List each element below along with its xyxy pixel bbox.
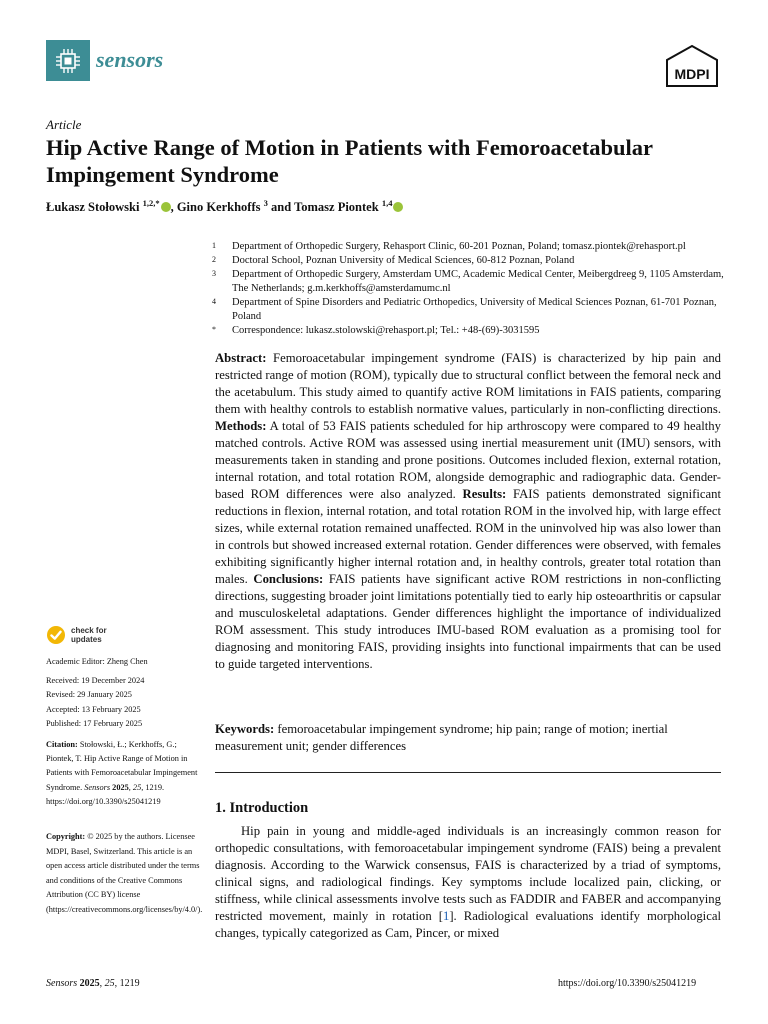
keywords [215,721,721,755]
affiliation [212,296,732,324]
publisher-logo[interactable] [664,44,720,90]
accepted-date: Accepted: 13 February 2025 [46,705,141,714]
abstract-results: FAIS patients demonstrated significant reductions in flexion, internal rotation, and total rotation ROM in the involved hip, with large effect sizes, while external rotation remained unaffected. ROM in the uninvolved hip was also lower than in controls but showed increased external rotation. Gender differences were observed, with females exhibiting significantly higher internal rotation and, in healthy controls, greater total rotation than males. [215,487,722,586]
keywords-text: femoroacetabular impingement syndrome; hip pain; range of motion; inertial measurement unit; gender differences [215,722,668,753]
published-date: Published: 17 February 2025 [46,719,143,728]
copyright-block [46,830,206,917]
journal-name[interactable]: sensors [96,47,164,72]
affiliation [212,268,732,296]
citation-pages: , 1219. [141,782,165,792]
citation-volume: 25 [132,782,142,792]
affiliation-number: 3 [212,269,216,278]
affiliation-text: Department of Orthopedic Surgery, Amsterdam UMC, Academic Medical Center, Meibergdreeg 9, 1105 Amsterdam, The Netherlands; g.m.kerkhoffs@amsterdamumc.nl [232,269,724,294]
citation-label: Citation: [46,740,78,749]
affiliation-text: Department of Orthopedic Surgery, Rehasport Clinic, 60-201 Poznan, Poland; tomasz.piontek@rehasport.pl [232,241,686,252]
abstract-methods: A total of 53 FAIS patients scheduled for hip arthroscopy were compared to 49 healthy matched controls. Active ROM was assessed using inertial measurement unit (IMU) sensors, with measurements taken in standing and prone positions. Outcomes included flexion, external rotation, internal rotation, and total rotation ROM, alongside demographic and radiographic data. Gender-based ROM differences were also analyzed. [215,419,721,501]
affiliations [212,240,732,338]
check-for-updates-label: check for updates [71,626,107,644]
copyright-text: © 2025 by the authors. Licensee MDPI, Basel, Switzerland. This article is an open access article distributed under the terms and conditions of the Creative Commons Attribution (CC BY) license (https://creativecommons.org/licenses/by/4.0/). [46,832,203,914]
author-separator: , [170,200,177,215]
abstract-intro: Femoroacetabular impingement syndrome (FAIS) is characterized by hip pain and restricted range of motion (ROM), typically due to structural conflict between the femoral neck and the acetabulum. This study aimed to quantify active ROM limitations in FAIS patients, comparing them with healthy controls to establish normative values, particularly in non-conflicting directions. [215,351,722,416]
publisher-name: MDPI [674,66,710,82]
revised-date: Revised: 29 January 2025 [46,690,132,699]
copyright-label: Copyright: [46,832,86,841]
footer-journal: Sensors [46,978,78,989]
affiliation-number: 2 [212,255,216,264]
section-divider [215,772,721,773]
check-for-updates-icon [46,625,66,645]
affiliation-text: Doctoral School, Poznan University of Medical Sciences, 60-812 Poznan, Poland [232,255,575,266]
citation-text: Stołowski, Ł.; Kerkhoffs, G.; Piontek, T. Hip Active Range of Motion in Patients with Femoroacetabular Impingement Syndrome. [46,740,198,792]
received-date: Received: 19 December 2024 [46,676,145,685]
reference-link[interactable]: 1 [442,909,450,923]
author-list [46,198,403,215]
affiliation-text: Correspondence: lukasz.stolowski@rehasport.pl; Tel.: +48-(69)-3031595 [232,325,540,336]
footer-pages: , 1219 [114,978,140,989]
abstract [215,350,721,673]
affiliation-number: * [212,325,216,334]
intro-text: Hip pain in young and middle-aged individuals is an increasingly common reason for orthopedic consultations, with femoroacetabular impingement syndrome (FAIS) being a prevalent diagnosis. According to the Warwick consensus, FAIS is characterized by a triad of symptoms, clinical signs, and radiological findings. Key symptoms include localized pain, clicking, or stiffness, while clinical assessments involve tests such as FADDIR and FABER and accompanying restricted movement, mainly in rotation [ [215,824,721,923]
results-label: Results: [462,487,507,501]
footer-doi-link[interactable]: https://doi.org/10.3390/s25041219 [558,978,697,989]
orcid-icon[interactable] [161,202,171,212]
author-name[interactable]: Gino Kerkhoffs [176,200,261,215]
author-affiliation-sup: 1,4 [381,198,393,208]
affiliation-number: 1 [212,241,216,250]
article-type: Article [46,117,82,132]
footer-volume: 25 [104,978,115,989]
intro-paragraph [215,823,721,942]
methods-label: Methods: [215,419,267,433]
footer-citation: Sensors 2025, 25, 1219 [46,978,140,989]
affiliation [212,240,732,254]
affiliation [212,254,732,268]
author-affiliation-sup: 3 [263,198,268,208]
author-name[interactable]: Tomasz Piontek [294,200,379,215]
author-affiliation-sup: 1,2,* [142,198,160,208]
author-separator: and [267,200,295,215]
citation-block: Citation: Stołowski, Ł.; Kerkhoffs, G.; Piontek, T. Hip Active Range of Motion in Patients with Femoroacetabular Impingement Syndrome. Sensors 2025, 25, 1219. https://doi.org/10.3390/s25041219 [46,740,198,806]
keywords-label: Keywords: [215,722,275,736]
abstract-label: Abstract: [215,351,267,365]
abstract-conclusions: FAIS patients have significant active ROM restrictions in non-conflicting directions, suggesting broader joint limitations potentially tied to early hip osteoarthritis or capsular and musculoskeletal adaptations. Gender differences highlight the importance of individualized ROM assessment. This study introduces IMU-based ROM evaluation as a promising tool for diagnosing and monitoring FAIS, providing insights into functional impairments that can be used to guide targeted interventions. [215,572,722,671]
citation-doi-link[interactable]: https://doi.org/10.3390/s25041219 [46,796,161,806]
section-heading: 1. Introduction [215,800,309,816]
citation-journal: Sensors [84,782,111,792]
article-title: Hip Active Range of Motion in Patients with Femoroacetabular Impingement Syndrome [46,135,653,187]
author-name[interactable]: Łukasz Stołowski [46,200,140,215]
check-for-updates-button[interactable] [46,625,107,645]
conclusions-label: Conclusions: [253,572,324,586]
orcid-icon[interactable] [393,202,403,212]
affiliation-number: 4 [212,297,216,306]
intro-text: ]. Radiological evaluations identify morphological changes, typically categorized as Cam, Pincer, or mixed [215,909,721,940]
journal-logo-icon[interactable] [46,40,90,81]
academic-editor: Academic Editor: Zheng Chen [46,657,148,666]
footer-year: 2025 [79,978,100,989]
citation-year: 2025 [112,782,129,792]
correspondence [212,324,732,338]
affiliation-text: Department of Spine Disorders and Pediatric Orthopedics, University of Medical Sciences Poznan, 61-701 Poznan, Poland [232,297,717,322]
